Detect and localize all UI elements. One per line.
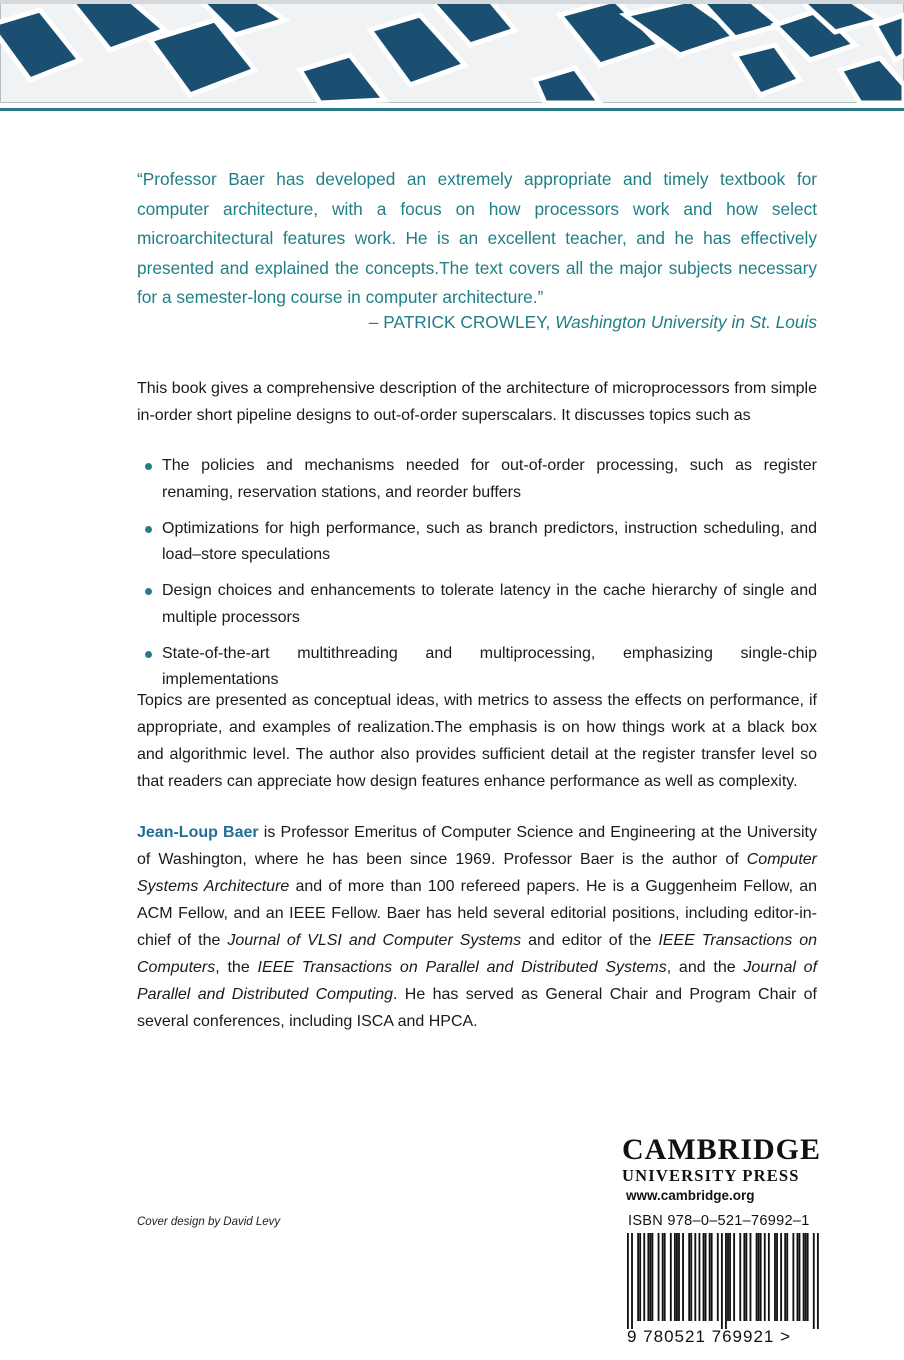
- barcode-bar: [727, 1233, 729, 1321]
- bio-text: , and the: [666, 959, 744, 976]
- barcode-bar: [760, 1233, 762, 1321]
- bullet-text: Optimizations for high performance, such as branch predictors, instruction scheduling, and load–store speculations: [162, 519, 817, 563]
- barcode-bar: [705, 1233, 707, 1321]
- bio-text: and editor of the: [521, 932, 659, 949]
- cover-credit: Cover design by David Levy: [137, 1216, 281, 1228]
- bio-text: and of more than 100 refereed papers. He is a Guggenheim Fellow, an ACM Fellow, and an IEEE Fellow. Baer has held several editorial positions, including editor-in-chief of the: [137, 878, 817, 949]
- bio-title: Journal of Parallel and Distributed Computing: [137, 959, 818, 1003]
- bio-title: IEEE Transactions on Computers: [137, 932, 818, 976]
- bullet-text: Design choices and enhancements to tolerate latency in the cache hierarchy of single and multiple processors: [162, 582, 817, 626]
- barcode-bar: [690, 1233, 692, 1321]
- barcode-bar: [694, 1233, 696, 1321]
- publisher-logo: [622, 1134, 822, 1186]
- bio-title: Computer Systems Architecture: [137, 851, 817, 895]
- barcode-bar: [764, 1233, 766, 1321]
- publisher-name: CAMBRIDGE: [622, 1133, 822, 1166]
- barcode-bar: [776, 1233, 778, 1321]
- barcode-bar: [709, 1233, 711, 1321]
- bullet-text: The policies and mechanisms needed for out-of-order processing, such as register renaming, reservation stations, and reorder buffers: [162, 457, 817, 501]
- bullet-item: [137, 516, 817, 569]
- barcode-bar: [627, 1233, 629, 1329]
- barcode-image: [627, 1233, 827, 1333]
- bullet-dot-icon: [145, 526, 152, 533]
- barcode-bar: [682, 1233, 684, 1321]
- attribution-name: – PATRICK CROWLEY,: [368, 312, 556, 332]
- barcode-bar: [688, 1233, 690, 1321]
- barcode-bar: [750, 1233, 752, 1321]
- barcode-bar: [739, 1233, 741, 1321]
- barcode-bar: [729, 1233, 731, 1321]
- bio-title: IEEE Transactions on Parallel and Distributed Systems: [257, 959, 667, 976]
- barcode-bar: [698, 1233, 700, 1321]
- author-name: Jean-Loup Baer: [137, 824, 259, 841]
- publisher-subtitle: UNIVERSITY PRESS: [622, 1166, 800, 1185]
- barcode-bar: [780, 1233, 782, 1321]
- barcode-bar: [758, 1233, 760, 1321]
- barcode-bar: [817, 1233, 819, 1329]
- barcode-bar: [799, 1233, 801, 1321]
- barcode-bar: [670, 1233, 672, 1321]
- quote-attribution: [137, 312, 817, 333]
- barcode-bar: [678, 1233, 680, 1321]
- barcode-bar: [631, 1233, 633, 1329]
- bullet-dot-icon: [145, 588, 152, 595]
- bio-text: . He has served as General Chair and Program Chair of several conferences, including ISCA and HPCA.: [137, 986, 817, 1030]
- description-intro: This book gives a comprehensive description of the architecture of microprocessors from simple in-order short pipeline designs to out-of-order superscalars. It discusses topics such as: [137, 380, 817, 424]
- barcode-bar: [662, 1233, 664, 1321]
- barcode-bar: [717, 1233, 719, 1321]
- barcode-bar: [745, 1233, 747, 1321]
- attribution-affiliation: Washington University in St. Louis: [555, 312, 817, 332]
- endorsement-quote: “Professor Baer has developed an extremely appropriate and timely textbook for computer architecture, with a focus on how processors work and how select microarchitectural features work. He is an excellent teacher, and he has effectively presented and explained the concepts.The text covers all the major subjects necessary for a semester-long course in computer architecture.”: [137, 169, 817, 308]
- barcode-bar: [743, 1233, 745, 1321]
- barcode-bar: [721, 1233, 723, 1329]
- bio-text: , the: [215, 959, 258, 976]
- barcode-bar: [637, 1233, 639, 1321]
- barcode-bar: [647, 1233, 649, 1321]
- header-divider-line: [0, 108, 904, 111]
- bullet-item: [137, 453, 817, 506]
- barcode-bar: [813, 1233, 815, 1329]
- barcode-bar: [792, 1233, 794, 1321]
- barcode-bar: [805, 1233, 807, 1321]
- isbn-label: ISBN 978–0–521–76992–1: [628, 1213, 810, 1229]
- barcode-bar: [756, 1233, 758, 1321]
- barcode-bar: [664, 1233, 666, 1321]
- publisher-url[interactable]: www.cambridge.org: [626, 1188, 755, 1203]
- barcode-bars: [627, 1233, 819, 1329]
- barcode-bar: [733, 1233, 735, 1321]
- bullet-dot-icon: [145, 651, 152, 658]
- barcode-bar: [652, 1233, 654, 1321]
- topics-paragraph: Topics are presented as conceptual ideas, with metrics to assess the effects on performance, if appropriate, and examples of realization.The emphasis is on how things work at a black box and algorithmic level. The author also provides sufficient detail at the register transfer level so that readers can appreciate how design features enhance performance as well as complexity.: [137, 692, 817, 790]
- bullet-item: [137, 641, 817, 694]
- topic-bullet-list: [137, 453, 817, 703]
- barcode-bar: [774, 1233, 776, 1321]
- barcode-bar: [797, 1233, 799, 1321]
- building-facade-image: [0, 0, 904, 103]
- barcode-bar: [676, 1233, 678, 1321]
- bullet-dot-icon: [145, 463, 152, 470]
- barcode-bar: [784, 1233, 786, 1321]
- barcode-bar: [807, 1233, 809, 1321]
- bullet-text: State-of-the-art multithreading and multiprocessing, emphasizing single-chip implementations: [162, 644, 817, 688]
- bio-text: is Professor Emeritus of Computer Science and Engineering at the University of Washington, where he has been since 1969. Professor Baer is the author of: [137, 824, 817, 868]
- barcode-bar: [803, 1233, 805, 1321]
- bullet-item: [137, 578, 817, 631]
- cover-banner-photo: [0, 0, 904, 103]
- barcode-bar: [711, 1233, 713, 1321]
- barcode-bar: [768, 1233, 770, 1321]
- barcode-digits: 9 780521 769921 >: [627, 1327, 792, 1346]
- barcode-bar: [725, 1233, 727, 1329]
- author-bio: [137, 819, 817, 1035]
- barcode-bar: [674, 1233, 676, 1321]
- barcode-bar: [639, 1233, 641, 1321]
- barcode-bar: [703, 1233, 705, 1321]
- barcode-bar: [786, 1233, 788, 1321]
- barcode-bar: [658, 1233, 660, 1321]
- barcode-bar: [643, 1233, 645, 1321]
- bio-title: Journal of VLSI and Computer Systems: [227, 932, 522, 949]
- barcode-bar: [649, 1233, 651, 1321]
